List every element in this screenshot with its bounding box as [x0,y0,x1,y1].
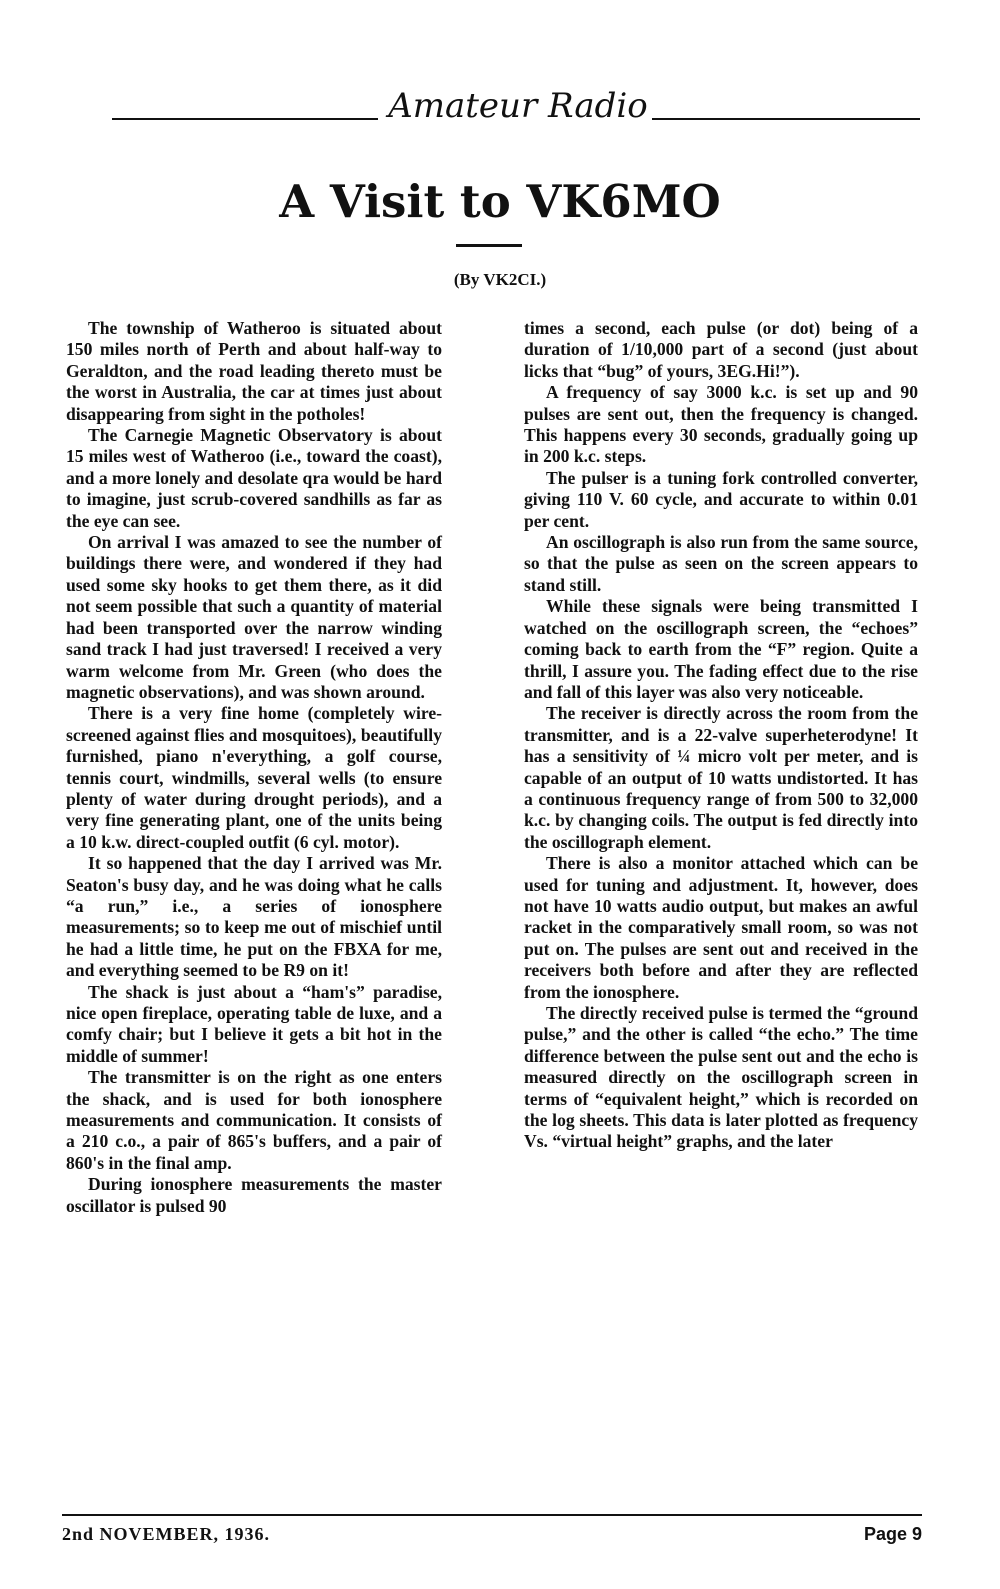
paragraph: The directly received pulse is termed the “ground pulse,” and the other is called “the echo.” The time difference between the pulse sent out and the echo is measured directly on the oscillograph screen in terms of “equivalent height,” which is recorded on the log sheets. This data is later plotted as frequency Vs. “virtual height” graphs, and the later [524,1003,918,1152]
paragraph: The pulser is a tuning fork controlled converter, giving 110 V. 60 cycle, and accurate to within 0.01 per cent. [524,467,918,531]
masthead-rule-right [652,118,920,120]
paragraph: It so happened that the day I arrived was Mr. Seaton's busy day, and he was doing what he calls “a run,” i.e., a series of ionosphere measurements; so to keep me out of mischief until he had a little time, he put on the FBXA for me, and everything seemed to be R9 on it! [66,853,442,981]
footer-rule [62,1514,922,1516]
paragraph: The Carnegie Magnetic Observatory is about 15 miles west of Watheroo (i.e., toward the coast), and a more lonely and desolate qra would be hard to imagine, just scrub-covered sandhills as far as the eye can see. [66,425,442,531]
article-title: A Visit to VK6MO [279,175,721,228]
paragraph: The township of Watheroo is situated about 150 miles north of Perth and about half-way to Geraldton, and the road leading thereto must be the worst in Australia, the car at times just about disappearing from sight in the potholes! [66,318,442,424]
article-byline: (By VK2CI.) [453,270,547,289]
masthead [112,78,920,138]
paragraph: The receiver is directly across the room from the transmitter, and is a 22-valve superheterodyne! It has a sensitivity of ¼ micro volt per meter, and is capable of an output of 10 watts undistorted. It has a continuous frequency range of from 500 to 32,000 k.c. by changing coils. The output is fed directly into the oscillograph element. [524,703,918,852]
page-number: Page 9 [863,1524,922,1544]
left-column [66,318,442,1217]
paragraph: While these signals were being transmitted I watched on the oscillograph screen, the “echoes” coming back to earth from the “F” region. Quite a thrill, I assure you. The fading effect due to the rise and fall of this layer was also very noticeable. [524,596,918,702]
paragraph: A frequency of say 3000 k.c. is set up and 90 pulses are sent out, then the frequency is changed. This happens every 30 seconds, gradually going up in 200 k.c. steps. [524,382,918,467]
paragraph: On arrival I was amazed to see the number of buildings there were, and wondered if they had used some sky hooks to get them there, as it did not seem possible that such a quantity of material had been transported over the narrow winding sand track I had just traversed! I received a very warm welcome from Mr. Green (who does the magnetic observations), and was shown around. [66,532,442,702]
masthead-rule-left [112,118,378,120]
paragraph: The shack is just about a “ham's” paradise, nice open fireplace, operating table de luxe, and a comfy chair; but I believe it gets a bit hot in the middle of summer! [66,981,442,1066]
paragraph: The transmitter is on the right as one enters the shack, and is used for both ionosphere measurements and communication. It consists of a 210 c.o., a pair of 865's buffers, and a pair of 860's in the final amp. [66,1067,442,1173]
issue-date: 2nd NOVEMBER, 1936. [62,1524,271,1544]
paragraph: During ionosphere measurements the master oscillator is pulsed 90 [66,1174,442,1216]
paragraph: There is a very fine home (completely wire-screened against flies and mosquitoes), beautifully furnished, piano n'everything, a golf course, tennis court, windmills, several wells (to ensure plenty of water during drought periods), and a very fine generating plant, one of the units being a 10 k.w. direct-coupled outfit (6 cyl. motor). [66,703,442,852]
paragraph: An oscillograph is also run from the same source, so that the pulse as seen on the screen appears to stand still. [524,532,918,595]
paragraph-continuation: times a second, each pulse (or dot) being of a duration of 1/10,000 part of a second (just about licks that “bug” of yours, 3EG.Hi!”). [524,318,918,381]
title-divider [456,244,522,247]
right-column [524,318,918,1153]
paragraph: There is also a monitor attached which can be used for tuning and adjustment. It, however, does not have 10 watts audio output, but makes an awful racket in the comparatively small room, so was not put on. The pulses are sent out and received in the receivers both before and after they are reflected from the ionosphere. [524,853,918,1002]
masthead-logo: Amateur Radio [388,86,648,126]
